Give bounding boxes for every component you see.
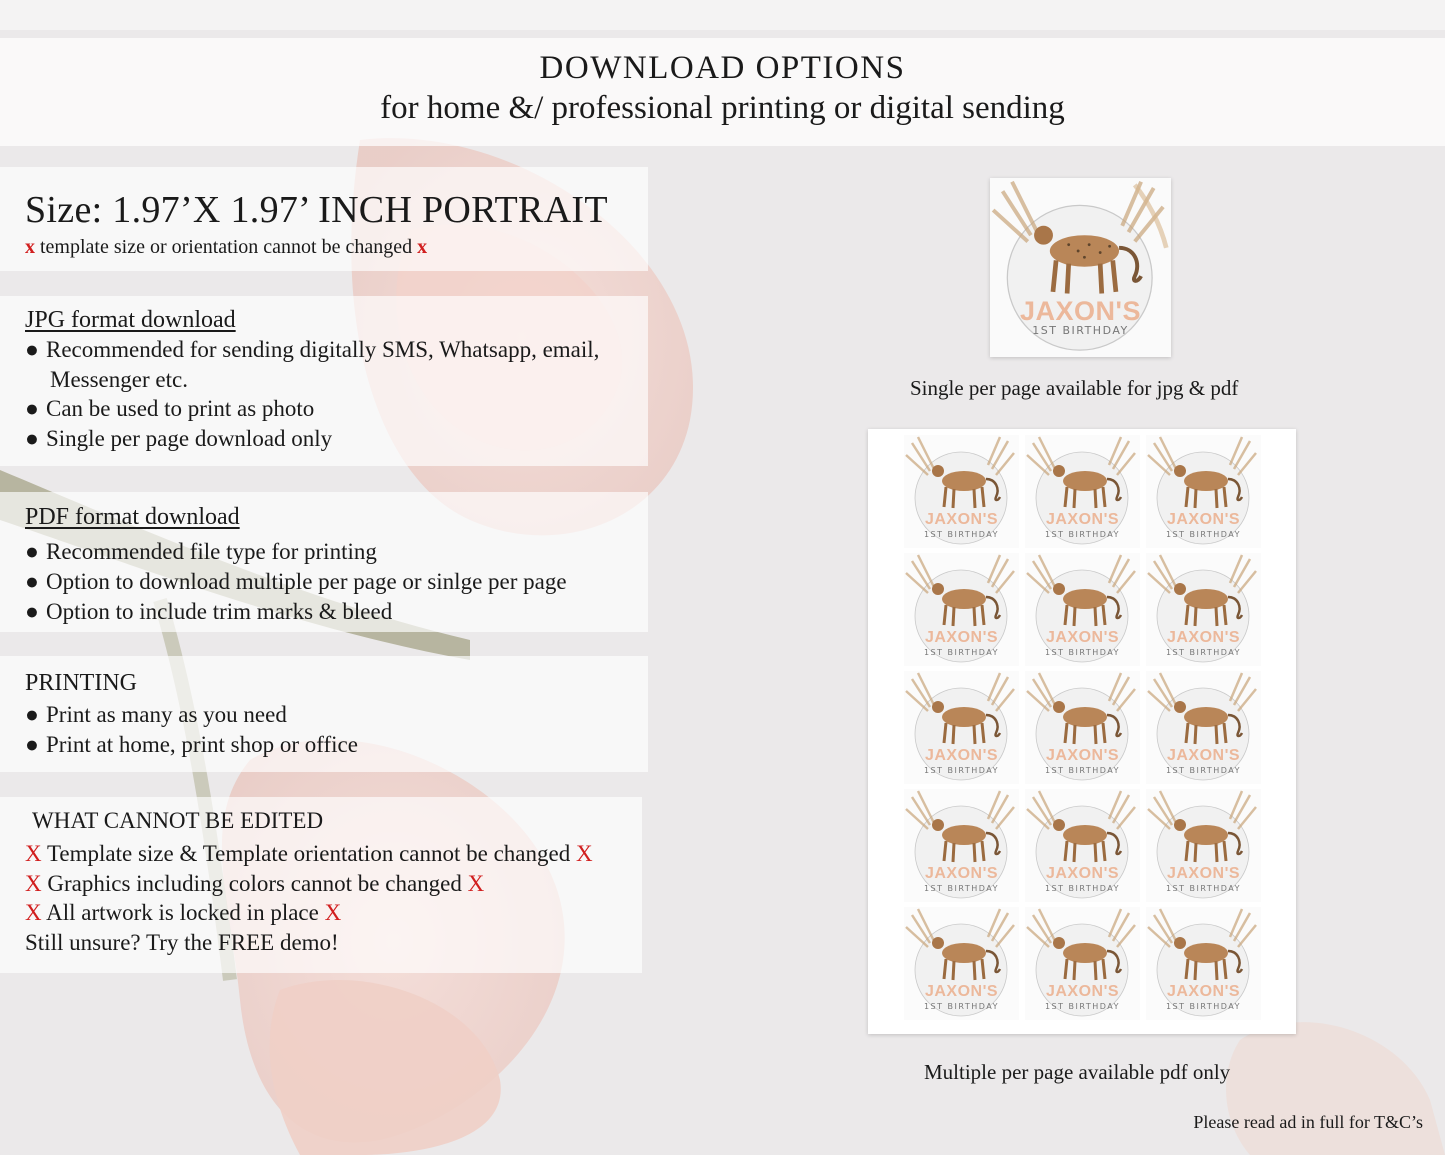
sticker-subtitle: 1ST BIRTHDAY [923, 766, 1000, 775]
bullet-icon: ● [25, 396, 39, 421]
sticker-name: JAXON'S [1045, 865, 1120, 882]
bullet-icon: ● [25, 732, 39, 757]
sticker-subtitle: 1ST BIRTHDAY [1044, 884, 1121, 893]
sticker-name: JAXON'S [1045, 983, 1120, 1000]
sticker-subtitle: 1ST BIRTHDAY [1165, 530, 1242, 539]
list-item: ● Print as many as you need [25, 700, 287, 730]
list-item: X Graphics including colors cannot be changed X [25, 871, 485, 896]
size-note-text: template size or orientation cannot be changed [40, 236, 413, 258]
pdf-title: PDF format download [25, 504, 240, 530]
sticker-thumbnail [1025, 907, 1140, 1020]
sticker-thumbnail [904, 671, 1019, 784]
list-item: ● Can be used to print as photo [25, 394, 314, 424]
sticker-subtitle: 1ST BIRTHDAY [1165, 648, 1242, 657]
sticker-thumbnail [1146, 435, 1261, 548]
list-item: ● Recommended file type for printing [25, 537, 377, 567]
footnote: Please read ad in full for T&C’s [1193, 1112, 1423, 1132]
sticker-subtitle: 1ST BIRTHDAY [1032, 324, 1129, 337]
bullet-icon: ● [25, 426, 39, 451]
sticker-thumbnail [1025, 789, 1140, 902]
single-sticker-preview [990, 178, 1171, 357]
sticker-thumbnail [1025, 671, 1140, 784]
sticker-name: JAXON'S [1166, 865, 1241, 882]
sticker-subtitle: 1ST BIRTHDAY [1165, 766, 1242, 775]
size-note [25, 236, 427, 259]
sticker-name: JAXON'S [924, 629, 999, 646]
sticker-name: JAXON'S [1045, 629, 1120, 646]
sticker-name: JAXON'S [1045, 747, 1120, 764]
sticker-subtitle: 1ST BIRTHDAY [923, 530, 1000, 539]
jpg-title: JPG format download [25, 307, 236, 333]
red-x-icon: x [417, 236, 428, 258]
sticker-name: JAXON'S [1166, 983, 1241, 1000]
sticker-subtitle: 1ST BIRTHDAY [923, 648, 1000, 657]
sticker-name: JAXON'S [1045, 511, 1120, 528]
sticker-thumbnail [904, 907, 1019, 1020]
sticker-name: JAXON'S [1166, 747, 1241, 764]
edit-title: WHAT CANNOT BE EDITED [32, 808, 324, 833]
sticker-name: JAXON'S [1166, 629, 1241, 646]
sticker-subtitle: 1ST BIRTHDAY [1165, 884, 1242, 893]
bullet-icon: ● [25, 599, 39, 624]
red-x-icon: X [467, 871, 485, 896]
bullet-icon: ● [25, 569, 39, 594]
sticker-thumbnail [1146, 553, 1261, 666]
list-item: X All artwork is locked in place X [25, 900, 342, 925]
red-x-icon: X [575, 841, 593, 866]
sticker-name: JAXON'S [1166, 511, 1241, 528]
sticker-thumbnail [904, 553, 1019, 666]
sticker-subtitle: 1ST BIRTHDAY [1044, 766, 1121, 775]
bullet-icon: ● [25, 702, 39, 727]
sticker-name: JAXON'S [924, 983, 999, 1000]
page-subtitle: for home &/ professional printing or digital sending [380, 90, 1065, 126]
sticker-thumbnail [1146, 671, 1261, 784]
red-x-icon: X [25, 841, 42, 866]
sticker-name: JAXON'S [924, 865, 999, 882]
list-item: ● Option to include trim marks & bleed [25, 597, 392, 627]
size-title: Size: 1.97’X 1.97’ INCH PORTRAIT [25, 189, 608, 231]
list-item: ● Single per page download only [25, 424, 332, 454]
red-x-icon: X [25, 900, 42, 925]
multiple-caption: Multiple per page available pdf only [924, 1060, 1231, 1084]
bullet-icon: ● [25, 539, 39, 564]
sticker-subtitle: 1ST BIRTHDAY [1044, 1002, 1121, 1011]
page-title: DOWNLOAD OPTIONS [539, 50, 906, 86]
multi-sticker-sheet [868, 429, 1296, 1034]
sticker-subtitle: 1ST BIRTHDAY [1044, 648, 1121, 657]
header-band [0, 38, 1445, 146]
sticker-name: JAXON'S [1020, 296, 1141, 326]
sticker-thumbnail [1146, 907, 1261, 1020]
sticker-subtitle: 1ST BIRTHDAY [923, 884, 1000, 893]
sticker-name: JAXON'S [924, 747, 999, 764]
bullet-icon: ● [25, 337, 39, 362]
sticker-thumbnail [1146, 789, 1261, 902]
red-x-icon: X [25, 871, 42, 896]
sticker-subtitle: 1ST BIRTHDAY [1165, 1002, 1242, 1011]
list-item: Messenger etc. [50, 367, 188, 392]
list-item: ● Recommended for sending digitally SMS, Whatsapp, email, [25, 335, 599, 365]
sticker-subtitle: 1ST BIRTHDAY [1044, 530, 1121, 539]
list-item: ● Option to download multiple per page or sinlge per page [25, 567, 567, 597]
sticker-thumbnail [904, 789, 1019, 902]
red-x-icon: x [25, 236, 35, 258]
list-item: X Template size & Template orientation cannot be changed X [25, 841, 593, 866]
red-x-icon: X [324, 900, 342, 925]
printing-title: PRINTING [25, 670, 137, 696]
demo-text: Still unsure? Try the FREE demo! [25, 930, 339, 955]
list-item: ● Print at home, print shop or office [25, 730, 358, 760]
sticker-thumbnail [1025, 553, 1140, 666]
single-caption: Single per page available for jpg & pdf [910, 376, 1239, 400]
sticker-name: JAXON'S [924, 511, 999, 528]
sticker-subtitle: 1ST BIRTHDAY [923, 1002, 1000, 1011]
sticker-thumbnail [1025, 435, 1140, 548]
sticker-thumbnail [904, 435, 1019, 548]
